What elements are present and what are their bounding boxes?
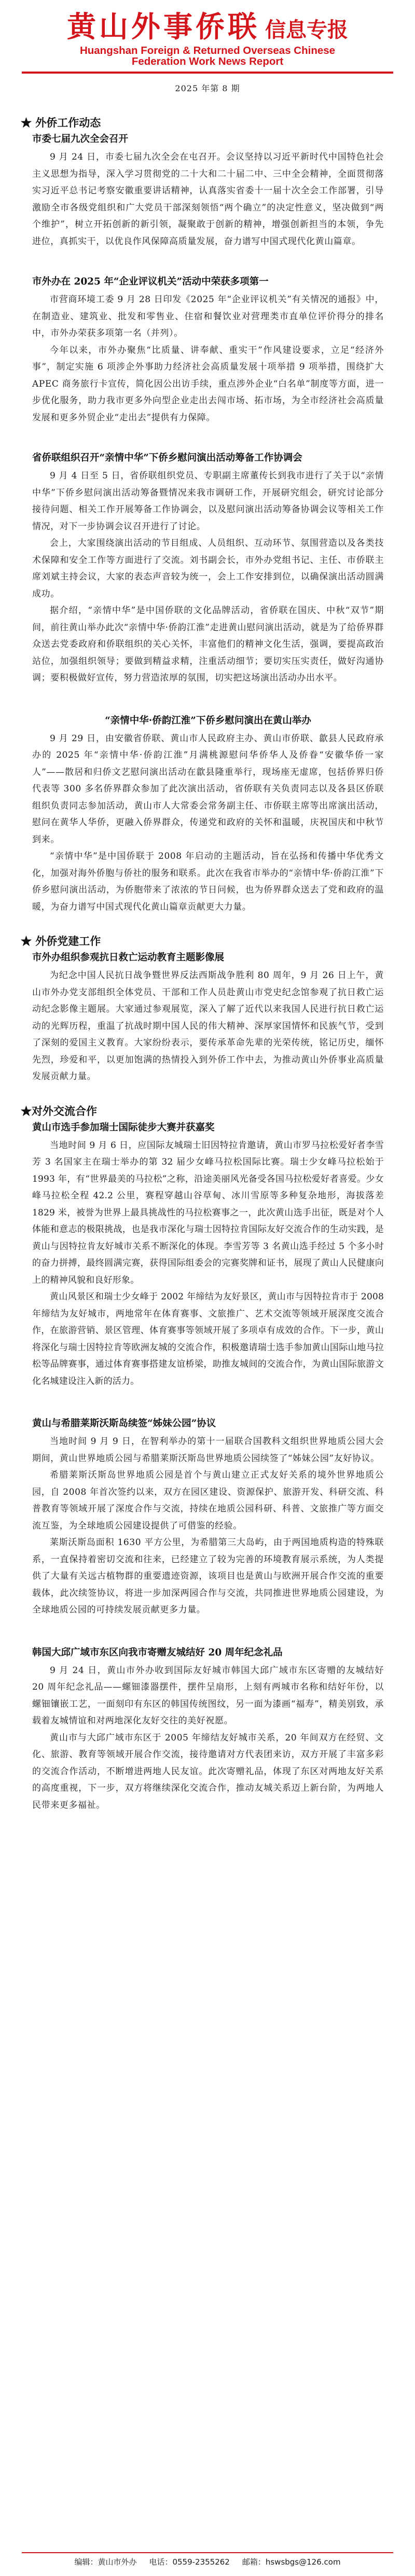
article-paragraph: 据介绍，“亲情中华”是中国侨联的文化品牌活动，省侨联在国庆、中秋“双节”期间，前往黄山举办此次“亲情中华·侨韵江淮”走进黄山慰问演出活动，就是为了给侨界群众送去党委政府和侨联组织的关心关怀，丰富他们的精神文化生活，强调，要提高政治站位，加强组织领导；要做到精益求精，注重活动细节；要切实压实责任，做好沟通协调；要积极做好宣传，努力营造浓厚的氛围，切实把这场演出活动办出水平。 bbox=[32, 605, 384, 683]
footer-phone: 电话：0559-2355262 bbox=[149, 2557, 230, 2567]
content bbox=[0, 115, 415, 1814]
article-title: 市外办在 2025 年“企业评议机关”活动中荣获多项第一 bbox=[32, 276, 269, 287]
article-paragraph: 9 月 29 日，由安徽省侨联、黄山市人民政府主办、黄山市侨联、歙县人民政府承办的 2025 年“亲情中华·侨韵江淮”月满桃源慰问华侨华人及侨眷“安徽华侨一家人”——散居和归侨文艺慰问演出活动在歙县隆重举行，现场座无虚席，包括侨界归侨代表等 300 多名侨界群众参加了此次演出活动，省侨联有关负责同志以及各县区侨联组织负责同志参加活动，黄山市人大常委会常务副主任、市侨联主席等出席演出活动，慰问在黄华人华侨，更融入侨界群众，传递党和政府的关怀和温暖，庆祝国庆和中秋节到来。 bbox=[32, 733, 384, 845]
article-paragraph: 会上，大家围绕演出活动的节目组成、人员组织、互动环节、氛围营造以及各类技术保障和安全工作等方面进行了交流。刘书副会长，市外办党组书记、主任、市侨联主席刘斌主持会议，大家的表态声音较为统一，会上工作安排到位，以确保演出活动圆满成功。 bbox=[32, 538, 384, 599]
masthead-divider bbox=[22, 72, 393, 74]
article-title: 省侨联组织召开“亲情中华”下侨乡慰问演出活动筹备工作协调会 bbox=[32, 452, 302, 463]
article-paragraph: 今年以来，市外办聚焦“比质量、讲奉献、重实干”作风建设要求，立足“经济外事”，制定实施 6 项涉企外事助力经济社会高质量发展十项举措 9 项举措，围绕扩大 APEC 商务旅行卡宣传，简化因公出访手续，重点涉外企业“白名单”制度等方面，进一步优化服务，助力我市更多外向型企业走出去闯市场、拓市场，为全市经济社会高质量发展和更多外贸企业“走出去”提供有力保障。 bbox=[32, 345, 384, 423]
footer-editor: 编辑：黄山市外办 bbox=[74, 2557, 137, 2567]
footer-email: 邮箱：hswsbgs@126.com bbox=[242, 2557, 341, 2567]
article-paragraph: 当地时间 9 月 6 日，应国际友城瑞士旧因特拉肯邀请，黄山市罗马拉松爱好者李雪芳 3 名国家主在瑞士举办的第 32 届少女峰马拉松国际比赛。瑞士少女峰马拉松始于 1993 年，有“世界最美的马拉松”之称，沿途美丽风光备受各国马拉松爱好者喜爱。少女峰马拉松全程 42.2 公里，赛程穿越山谷草甸、冰川雪原等多种复杂地形，海拔落差 1829 米，被誉为世界上最具挑战性的马拉松赛事之一，此次黄山选手出征，既是对个人体能和意志的极限挑战，也是我市深化与瑞士因特拉肯国际友好交流合作的生动实践，是黄山与因特拉肯友好城市关系不断深化的体现。李雪芳等 3 名黄山选手经过 5 个多小时的奋力拼搏，最终圆满完赛，获得国际组委会的完赛奖牌和证书，展现了黄山人民健康向上的精神风貌和良好形象。 bbox=[32, 1140, 384, 1285]
masthead-subtitle: 信息专报 bbox=[265, 18, 348, 42]
article-title: 市委七届九次全会召开 bbox=[32, 134, 129, 145]
article-title: 韩国大邱广域市东区向我市寄赠友城结好 20 周年纪念礼品 bbox=[32, 1647, 283, 1658]
section-heading-foreign-affairs-news: ★ 外侨工作动态 bbox=[21, 116, 101, 129]
masthead-english-line2: Federation Work News Report bbox=[131, 55, 284, 67]
article-title: 黄山市选手参加瑞士国际徒步大赛并获嘉奖 bbox=[32, 1122, 215, 1133]
article-title: 黄山与希腊莱斯沃斯岛续签“姊妹公园”协议 bbox=[32, 1418, 216, 1429]
masthead-english-line1: Huangshan Foreign & Returned Overseas Chinese bbox=[79, 45, 336, 56]
section-heading-party-building: ★ 外侨党建工作 bbox=[21, 935, 101, 947]
article-paragraph: 黄山风景区和瑞士少女峰于 2002 年缔结为友好景区，黄山市与因特拉肯市于 2008 年缔结为友好城市，两地常年在体育赛事、文旅推广、艺术交流等领域开展深度交流合作，在旅游营销、景区管理、体育赛事等领域开展了多项卓有成效的合作。下一步，黄山将深化与瑞士因特拉肯等欧洲友城的交流合作，积极邀请瑞士选手参加黄山国际山地马拉松等品牌赛事，通过体育赛事搭建友谊桥梁，助推友城间的交流合作，为黄山国际旅游文化名城建设注入新的活力。 bbox=[32, 1292, 384, 1386]
article-paragraph: 9 月 24 日，黄山市外办收到国际友好城市韩国大邱广域市东区寄赠的友城结好 20 周年纪念礼品——螺钿漆器摆件，摆件呈扇形，上刻有两城市名称和结好年份，以螺钿镶嵌工艺，一面刻印有东区的韩国传统图纹，另一面为漆画“福寿”，精美别致，承载着友城情谊和对两地深化友好交往的美好祝愿。 bbox=[32, 1665, 384, 1726]
issue-number: 2025 年第 8 期 bbox=[175, 83, 240, 93]
footer bbox=[22, 2552, 393, 2567]
section-heading-external-exchange: ★对外交流合作 bbox=[21, 1104, 97, 1117]
article-paragraph: 莱斯沃斯岛面积 1630 平方公里，为希腊第三大岛屿，由于两国地质构造的特殊联系，一直保持着密切交流和往来，已经建立了较为完善的环境教育展示系统，为人类提供了大量有关远古植物群的重要遗迹资源，该项目也是黄山与欧洲开展合作交流的重要载体，此次续签协议，将进一步加深两园合作与交流，共同推进世界地质公园建设，为全球地质公园的可持续发展贡献更多力量。 bbox=[32, 1537, 384, 1615]
article-title: 市外办组织参观抗日救亡运动教育主题影像展 bbox=[32, 952, 225, 963]
article-title: “亲情中华·侨韵江淮”下侨乡慰问演出在黄山举办 bbox=[105, 715, 311, 726]
article-paragraph: 黄山市与大邱广域市东区于 2005 年缔结友好城市关系，20 年间双方在经贸、文化、旅游、教育等领域开展合作交流，接待邀请对方代表团来访，双方开展了丰富多彩的交流合作活动，不断增进两地人民友谊。此次寄赠礼品，体现了东区对两地友好关系的高度重视，下一步，双方将继续深化交流合作，推动友城关系迈上新台阶，为两地人民带来更多福祉。 bbox=[32, 1732, 384, 1810]
article-paragraph: 当地时间 9 月 9 日，在智利举办的第十一届联合国教科文组织世界地质公园大会期间，黄山世界地质公园与希腊莱斯沃斯岛世界地质公园续签了“姊妹公园”友好协议。 bbox=[32, 1436, 384, 1464]
article-paragraph: 为纪念中国人民抗日战争暨世界反法西斯战争胜利 80 周年，9 月 26 日上午，黄山市外办党支部组织全体党员、干部和工作人员赴黄山市党史纪念馆参观了抗日救亡运动纪念影像主题展。大家通过参观展览，深入了解了近代以来我国人民进行抗日救亡运动的光辉历程，重温了抗战时期中国人民的伟大精神、深厚家国情怀和民族气节，受到了深刻的爱国主义教育。大家纷纷表示，要传承革命先辈的光荣传统，铭记历史，缅怀先烈，珍爱和平，以更加饱满的热情投入到外侨工作中去，为推动黄山外侨事业高质量发展贡献力量。 bbox=[32, 970, 384, 1082]
article-paragraph: 希腊莱斯沃斯岛世界地质公园是首个与黄山建立正式友好关系的境外世界地质公园，自 2008 年首次签约以来，双方在园区建设、资源保护、旅游开发、科研交流、科普教育等领域开展了深度合作与交流，持续在地质公园科研、科普、文旅推广等方面交流互鉴，为全球地质公园建设提供了可借鉴的经验。 bbox=[32, 1470, 384, 1531]
article-paragraph: 9 月 24 日，市委七届九次全会在屯召开。会议坚持以习近平新时代中国特色社会主义思想为指导，深入学习贯彻党的二十大和二十届二中、三中全会精神，全面贯彻落实习近平总书记考察安徽重要讲话精神，认真落实省委十一届十次全会工作部署，引导激励全市各级党组织和广大党员干部深刻领悟“两个确立”的决定性意义，坚决做到“两个维护”，树立开拓创新的新引领，凝聚敢于创新的精神，增强创新担当的本领，争先进位，真抓实干，以优良作风保障高质量发展，奋力谱写中国式现代化黄山篇章。 bbox=[32, 152, 384, 247]
masthead bbox=[0, 0, 415, 74]
title-row bbox=[0, 4, 415, 46]
article-paragraph: 市营商环境工委 9 月 28 日印发《2025 年“企业评议机关”有关情况的通报》中，在制造业、建筑业、批发和零售业、住宿和餐饮业对营理类市直单位评价得分的排名中，市外办荣获多项第一名（并列）。 bbox=[32, 294, 384, 338]
masthead-title: 黄山外事侨联 bbox=[67, 10, 260, 44]
article-paragraph: 9 月 4 日至 5 日，省侨联组织党员、专职副主席董传长到我市进行了关于以“亲情中华”下侨乡慰问演出活动筹备暨情况来我市调研工作，开展研究组会，研究讨论部分接待问题、相关工作开展筹备工作协调会，以及慰问演出活动筹备协调会议等相关工作情况，对下一步协调会议召开进行了讨论。 bbox=[32, 471, 384, 532]
article-paragraph: “亲情中华”是中国侨联于 2008 年启动的主题活动，旨在弘扬和传播中华优秀文化，加强对海外侨胞与侨社的服务和联系。此次在我省市举办的“亲情中华·侨韵江淮”下侨乡慰问演出活动，为侨胞带来了浓浓的节日问候，也为侨界群众送去了党和政府的温暖，为奋力谱写中国式现代化黄山篇章贡献更大力量。 bbox=[32, 851, 384, 912]
